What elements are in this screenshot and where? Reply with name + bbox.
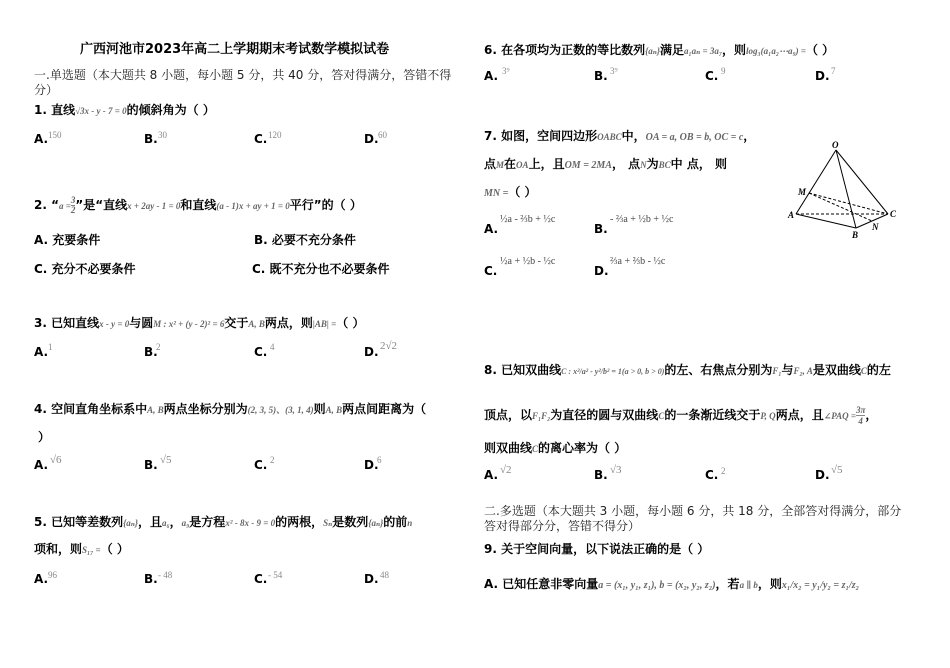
q8-ang-den: 4 xyxy=(858,416,863,426)
q4-pre: 4. 空间直角坐标系中 xyxy=(34,402,148,416)
q5-n: n xyxy=(407,518,413,528)
q2-pre: 2. “ xyxy=(34,198,59,212)
q8-c: C xyxy=(860,366,867,376)
label-b: B xyxy=(852,230,859,240)
q1-option-a-value: 150 xyxy=(48,130,62,140)
q5-a9: a₉ xyxy=(181,518,190,528)
q8-l2-mid2: 的一条渐近线交于 xyxy=(664,408,761,422)
q4-points: A, B xyxy=(147,405,164,415)
q8-stem-line2 xyxy=(484,405,877,426)
q5-seq2: {aₙ} xyxy=(368,518,384,528)
q3-mid2: 交于 xyxy=(224,316,249,330)
q5-option-c-value: - 54 xyxy=(268,570,283,580)
q7-bc: BC xyxy=(658,160,671,170)
q9-option-a[interactable] xyxy=(484,576,859,594)
q1-option-b-value: 30 xyxy=(158,130,167,140)
q3-option-b-value: 2 xyxy=(156,342,161,352)
q1-option-b-label[interactable]: B. xyxy=(144,132,158,146)
q7-l2a: 点 xyxy=(484,157,497,171)
q5-stem: 5. 已知等差数列{aₙ}，且a₆，a₉是方程x² - 8x - 9 = 0的两根，Sₙ是数列{aₙ}的前n xyxy=(34,515,413,529)
q1-option-d-value: 60 xyxy=(378,130,387,140)
q4-option-c-value: 2 xyxy=(270,455,275,465)
q5-stem-line2 xyxy=(34,541,129,558)
q5-seq: {aₙ} xyxy=(123,518,138,528)
q5-sn: Sₙ xyxy=(323,518,333,528)
q8-pre: 8. 已知双曲线 xyxy=(484,363,562,377)
q2-option-c[interactable]: C. 充分不必要条件 xyxy=(34,262,136,276)
q8-l2-mid3: 两点，且 xyxy=(775,408,824,422)
q3-pre: 3. 已知直线 xyxy=(34,316,100,330)
q1-option-a-label[interactable]: A. xyxy=(34,132,49,146)
q3-circle: M : x² + (y - 2)² = 6 xyxy=(153,319,225,329)
q7-option-b-label[interactable]: B. xyxy=(594,222,608,236)
q2-mid1: ”是“直线 xyxy=(75,198,128,212)
q1-option-d-label[interactable]: D. xyxy=(364,132,379,146)
q9-parallel: a ∥ b xyxy=(739,580,758,590)
q8-f2: F₂ xyxy=(793,366,803,376)
q6-mid2: ，则 xyxy=(722,43,747,57)
q8-yu: 与 xyxy=(781,363,794,377)
q8-l2-pre: 顶点，以 xyxy=(484,408,533,422)
q8-option-b-value: √3 xyxy=(610,464,622,476)
q5-mid3: 的两根， xyxy=(275,515,324,529)
q3-option-c-value: 4 xyxy=(270,342,275,352)
q8-l3-post: 的离心率为（ ） xyxy=(538,441,627,455)
q8-hyperbola: C : x²/a² - y²/b² = 1(a > 0, b > 0) xyxy=(561,367,665,376)
q5-a6: a₆ xyxy=(162,518,170,528)
q1-post: 的倾斜角为（ ） xyxy=(126,103,215,117)
q4-close: ） xyxy=(38,430,51,444)
q2-option-a[interactable]: A. 充要条件 xyxy=(34,233,101,247)
q2-mid2: 和直线 xyxy=(180,198,217,212)
q6-option-b-value: 3⁹ xyxy=(610,66,618,76)
q5-option-b-label[interactable]: B. xyxy=(144,572,158,586)
q6-option-b-label[interactable]: B. xyxy=(594,69,608,83)
q5-option-a-value: 96 xyxy=(48,570,57,580)
page-title: 广西河池市2023年高二上学期期末考试数学模拟试卷 xyxy=(80,42,390,57)
q3-post: （ ） xyxy=(336,316,365,330)
q7-option-c-value: ½a + ½b - ½c xyxy=(500,256,556,267)
q7-option-d-label[interactable]: D. xyxy=(594,264,609,278)
q2-stem xyxy=(34,196,362,215)
q2-option-b[interactable]: B. 必要不充分条件 xyxy=(254,233,356,247)
q7-l1-post: ， xyxy=(743,129,756,143)
label-c: C xyxy=(890,209,897,219)
q8-ang-num: 3π xyxy=(855,405,866,415)
q5-option-b-value: - 48 xyxy=(158,570,173,580)
q7-mid: 中， xyxy=(621,129,646,143)
q5-option-d-value: 48 xyxy=(380,570,389,580)
q2-option-d[interactable]: C. 既不充分也不必要条件 xyxy=(252,262,390,276)
label-m: M xyxy=(798,187,807,197)
q8-option-a-label[interactable]: A. xyxy=(484,468,499,482)
q3-points: A, B xyxy=(248,319,265,329)
q8-stem-line3 xyxy=(484,440,626,457)
section1-header-line2: 分） xyxy=(34,83,59,97)
q7-option-c-label[interactable]: C. xyxy=(484,264,498,278)
q3-line: x - y = 0 xyxy=(99,319,130,329)
q6-cond: a₁aₙ = 3a₇ xyxy=(684,46,723,56)
q1-pre: 1. 直线 xyxy=(34,103,76,117)
q7-l2e: 为 xyxy=(646,157,659,171)
q8-pq: P, Q xyxy=(760,411,776,421)
q8-f1f2: F₁F₂ xyxy=(532,411,551,421)
q3-option-d-value: 2√2 xyxy=(380,340,398,352)
q5-mid2: 是方程 xyxy=(189,515,226,529)
q8-c2: C xyxy=(658,411,665,421)
q6-option-a-label[interactable]: A. xyxy=(484,69,499,83)
q7-option-a-value: ½a - ⅔b + ½c xyxy=(500,214,556,225)
q6-stem xyxy=(484,42,834,59)
q8-a: , A xyxy=(802,366,813,376)
q7-stem-line1 xyxy=(484,128,755,146)
q5-eq: x² - 8x - 9 = 0 xyxy=(225,518,276,528)
q9-fraction: x₁/x₂ = y₁/y₂ = z₁/z₂ xyxy=(781,580,860,591)
q4-option-b-value: √5 xyxy=(160,454,172,466)
q6-option-c-value: 9 xyxy=(721,66,726,76)
q8-l1-tail: 的左 xyxy=(866,363,891,377)
q3-stem xyxy=(34,315,364,332)
q7-vectors: OA = a, OB = b, OC = c xyxy=(645,132,744,143)
q2-frac-num: 3 xyxy=(70,195,76,205)
q9-then: ，则 xyxy=(757,577,782,591)
label-a: A xyxy=(788,210,795,220)
q2-post: 平行”的（ ） xyxy=(289,198,362,212)
q3-option-a-value: 1 xyxy=(48,342,53,352)
q6-option-c-label[interactable]: C. xyxy=(705,69,719,83)
q8-l2-end: ， xyxy=(865,408,878,422)
q4-stem xyxy=(34,401,426,418)
q5-mid5: 的前 xyxy=(383,515,408,529)
q5-s17: S₁₇ = xyxy=(82,545,101,555)
q4-coords: (2, 3, 5)、(3, 1, 4) xyxy=(247,405,314,415)
q6-mid1: 满足 xyxy=(659,43,684,57)
q7-l2c: 上，且 xyxy=(528,157,565,171)
q7-om: OM = 2MA xyxy=(564,160,612,171)
q5-pre: 5. 已知等差数列 xyxy=(34,515,124,529)
q5-post: （ ） xyxy=(100,542,129,556)
q3-ab: |AB| = xyxy=(312,319,337,329)
q8-angle-fraction xyxy=(856,405,865,426)
q4-option-b-label[interactable]: B. xyxy=(144,458,158,472)
q3-mid1: 与圆 xyxy=(129,316,154,330)
edge-ab xyxy=(796,214,856,228)
q5-option-d-label[interactable]: D. xyxy=(364,572,379,586)
segment-mc xyxy=(809,193,888,214)
q1-option-c-label[interactable]: C. xyxy=(254,132,268,146)
q7-n: N xyxy=(640,160,647,170)
q4-option-d-label[interactable]: D. xyxy=(364,458,379,472)
q3-option-b-label[interactable]: B. xyxy=(144,345,158,359)
section1-header-line1: 一.单选题（本大题共 8 小题，每小题 5 分，共 40 分，答对得满分，答错不得 xyxy=(34,68,452,82)
q4-mid1: 两点坐标分别为 xyxy=(163,402,248,416)
q7-oabc: OABC xyxy=(597,132,622,142)
q8-option-c-label[interactable]: C. xyxy=(705,468,719,482)
q2-line2: (a - 1)x + ay + 1 = 0 xyxy=(216,201,290,211)
q8-option-a-value: √2 xyxy=(500,464,512,476)
q4-option-a-value: √6 xyxy=(50,454,62,466)
q8-option-b-label[interactable]: B. xyxy=(594,468,608,482)
edge-oa xyxy=(796,150,836,214)
q7-m: M xyxy=(496,160,505,170)
q7-option-b-value: - ⅔a + ½b + ½c xyxy=(610,214,674,225)
q8-option-d-label[interactable]: D. xyxy=(815,468,830,482)
q7-oa: OA xyxy=(516,160,529,170)
q8-f1: F₁ xyxy=(772,366,782,376)
q7-stem-line2 xyxy=(484,156,727,174)
q5-mid1: ，且 xyxy=(137,515,162,529)
q6-pre: 6. 在各项均为正数的等比数列 xyxy=(484,43,646,57)
q7-tetrahedron-figure xyxy=(786,140,906,242)
q8-stem-line1 xyxy=(484,362,891,380)
q7-post: （ ） xyxy=(508,185,537,199)
q4-mid2: 则 xyxy=(313,402,326,416)
q1-stem xyxy=(34,102,215,119)
q7-mn: MN = xyxy=(484,188,509,199)
q4-option-a-label[interactable]: A. xyxy=(34,458,49,472)
q2-line1: x + 2ay - 1 = 0 xyxy=(127,201,181,211)
q9-stem: 9. 关于空间向量，以下说法正确的是（ ） xyxy=(484,542,710,556)
q7-l2b: 在 xyxy=(504,157,517,171)
q4-option-d-value: 6 xyxy=(377,455,382,465)
section2-header-line2: 答对得部分分，答错不得分） xyxy=(484,519,641,533)
q6-option-d-value: 7 xyxy=(831,66,836,76)
q7-option-d-value: ⅔a + ⅔b - ½c xyxy=(610,256,666,267)
section2-header-line1: 二.多选题（本大题共 3 小题，每小题 6 分，共 18 分，全部答对得满分，部分 xyxy=(484,504,902,518)
q2-frac-den: 2 xyxy=(70,205,76,215)
q7-option-a-label[interactable]: A. xyxy=(484,222,499,236)
q7-l2f: 中 点， 则 xyxy=(670,157,728,171)
q5-option-c-label[interactable]: C. xyxy=(254,572,268,586)
q6-option-a-value: 3⁹ xyxy=(502,66,510,76)
q9-vectors: a = (x₁, y₁, z₁), b = (x₂, y₂, z₂) xyxy=(598,580,716,591)
q3-option-d-label[interactable]: D. xyxy=(364,345,379,359)
q5-option-a-label[interactable]: A. xyxy=(34,572,49,586)
label-o: O xyxy=(832,140,839,150)
q6-post: （ ） xyxy=(805,43,835,57)
q8-option-c-value: 2 xyxy=(721,466,726,476)
q8-option-d-value: √5 xyxy=(831,464,843,476)
q4-option-c-label[interactable]: C. xyxy=(254,458,268,472)
q5-mid4: 是数列 xyxy=(332,515,369,529)
q9-option-a-pre: A. 已知任意非零向量 xyxy=(484,577,599,591)
q4-post: 两点间距离为（ xyxy=(342,402,427,416)
q4-points2: A, B xyxy=(325,405,343,415)
q7-pre: 7. 如图，空间四边形 xyxy=(484,129,598,143)
q6-option-d-label[interactable]: D. xyxy=(815,69,830,83)
label-n: N xyxy=(872,222,879,232)
q6-seq: {aₙ} xyxy=(645,46,660,56)
q5-line2: 项和，则 xyxy=(34,542,83,556)
q3-option-a-label[interactable]: A. xyxy=(34,345,49,359)
q7-figure-edges xyxy=(796,150,888,228)
q7-l2d: ， 点 xyxy=(611,157,641,171)
q6-expr: log₃(a₁a₂⋯a₉) = xyxy=(746,46,806,56)
q3-mid3: 两点，则 xyxy=(264,316,313,330)
q8-l2-mid: 为直径的圆与双曲线 xyxy=(550,408,659,422)
q8-angle: ∠PAQ = xyxy=(823,411,856,421)
q8-l3-pre: 则双曲线 xyxy=(484,441,533,455)
q1-option-c-value: 120 xyxy=(268,130,282,140)
q1-expr: √3x - y - 7 = 0 xyxy=(75,106,127,116)
q9-mid: ，若 xyxy=(715,577,740,591)
q7-stem-line3 xyxy=(484,184,537,202)
q2-cond: a = xyxy=(58,201,71,211)
q8-l1-end: 是双曲线 xyxy=(812,363,861,377)
q8-c3: C xyxy=(532,444,539,454)
q3-option-c-label[interactable]: C. xyxy=(254,345,268,359)
q8-l1-post: 的左、右焦点分别为 xyxy=(664,363,773,377)
